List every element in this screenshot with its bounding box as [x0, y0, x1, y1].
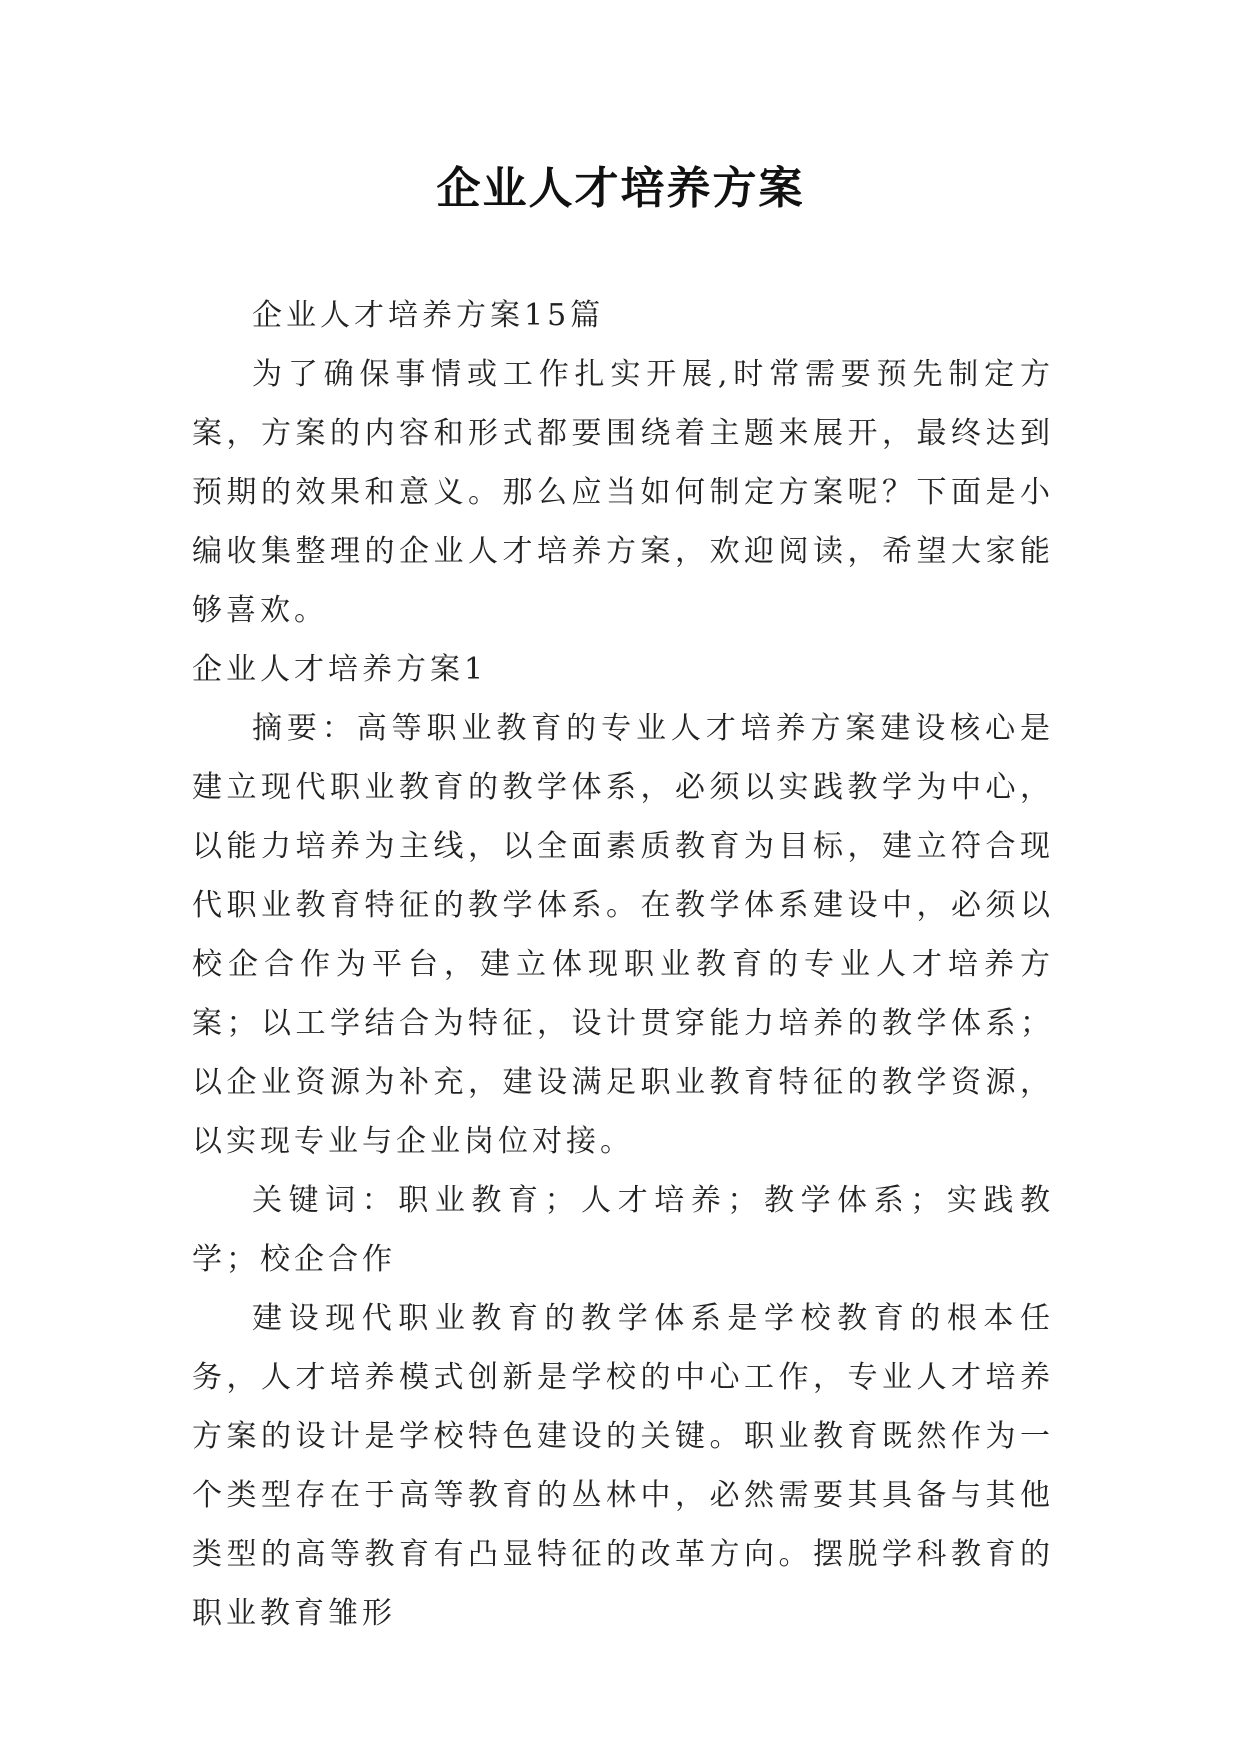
document-subtitle: 企业人才培养方案15篇 — [252, 298, 605, 333]
intro-paragraph: 为了确保事情或工作扎实开展,时常需要预先制定方案，方案的内容和形式都要围绕着主题来展开，最终达到预期的效果和意义。那么应当如何制定方案呢？下面是小编收集整理的企业人才培养方案，欢迎阅读，希望大家能够喜欢。 — [192, 357, 1054, 628]
section-heading: 企业人才培养方案1 — [192, 652, 488, 687]
document-title: 企业人才培养方案 — [436, 163, 805, 214]
keywords-paragraph: 关键词：职业教育；人才培养；教学体系；实践教学；校企合作 — [192, 1183, 1054, 1277]
body-paragraph: 建设现代职业教育的教学体系是学校教育的根本任务，人才培养模式创新是学校的中心工作，专业人才培养方案的设计是学校特色建设的关键。职业教育既然作为一个类型存在于高等教育的丛林中，必然需要其具备与其他类型的高等教育有凸显特征的改革方向。摆脱学科教育的职业教育雏形 — [192, 1301, 1054, 1631]
intro-block — [192, 345, 1054, 640]
document-subtitle-block — [192, 286, 1054, 345]
section-1 — [192, 640, 1054, 1643]
abstract-paragraph: 摘要：高等职业教育的专业人才培养方案建设核心是建立现代职业教育的教学体系，必须以实践教学为中心，以能力培养为主线，以全面素质教育为目标，建立符合现代职业教育特征的教学体系。在教学体系建设中，必须以校企合作为平台，建立体现职业教育的专业人才培养方案；以工学结合为特征，设计贯穿能力培养的教学体系；以企业资源为补充，建设满足职业教育特征的教学资源，以实现专业与企业岗位对接。 — [192, 711, 1054, 1159]
